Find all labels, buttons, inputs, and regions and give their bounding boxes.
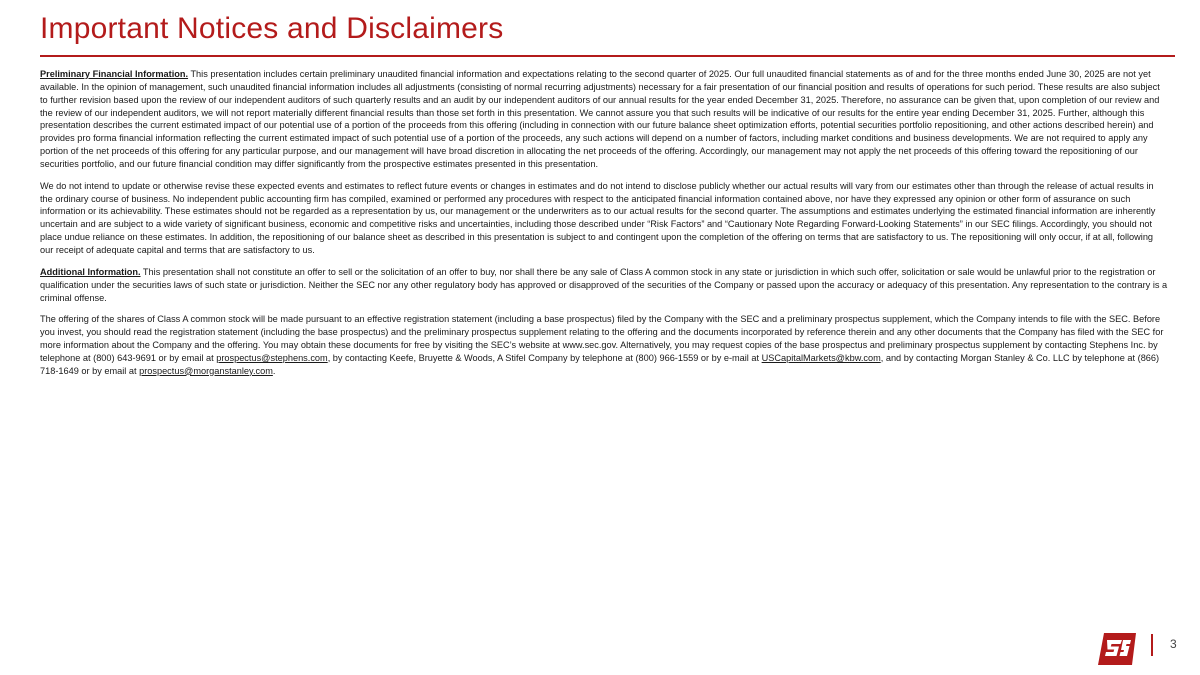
notice-body — [40, 68, 1168, 387]
offering-text-4: . — [272, 365, 276, 376]
company-logo-icon — [1096, 631, 1138, 667]
morgan-stanley-email-link[interactable]: prospectus@morganstanley.com — [139, 365, 273, 376]
additional-information-paragraph — [40, 266, 1168, 305]
estimates-paragraph — [40, 180, 1168, 257]
offering-text-2: , by contacting Keefe, Bruyette & Woods, A Stifel Company by telephone at (800) 966-1559 or by e-mail at — [327, 352, 762, 363]
stephens-email-link[interactable]: prospectus@stephens.com — [216, 352, 328, 363]
page-title: Important Notices and Disclaimers — [40, 12, 504, 45]
preliminary-financial-heading: Preliminary Financial Information. — [40, 69, 189, 79]
offering-paragraph — [40, 313, 1168, 377]
title-divider — [40, 55, 1175, 57]
preliminary-financial-paragraph — [40, 68, 1168, 171]
additional-information-heading: Additional Information. — [40, 266, 141, 277]
offering-text-1: The offering of the shares of Class A common stock will be made pursuant to an effective registration statement (including a base prospectus) filed by the Company with the SEC and a preliminary prospectus supplement, which the Company intends to file with the SEC. Before you invest, you should read the registration statement (including the base prospectus) and the preliminary prospectus supplement relating to the offering and the documents incorporated by reference therein and any other documents that the Company has filed with the SEC for more information about the Company and the offering. You may obtain these documents for free by visiting the SEC’s website at www.sec.gov. Alternatively, you may request copies of the base prospectus and preliminary prospectus supplement by contacting Stephens Inc. by telephone at (800) 643-9691 or by email at — [40, 314, 1164, 363]
footer-divider — [1151, 634, 1153, 656]
preliminary-financial-text: This presentation includes certain preliminary unaudited financial information and expectations relating to the second quarter of 2025. Our full unaudited financial statements as of and for the three months ended June 30, 2025 are not yet available. In the opinion of management, such unaudited financial information includes all adjustments (consisting of normal recurring adjustments) necessary for a fair presentation of our financial position and results of operations for such period. These results are also subject to further revision based upon the review of our independent auditors of such quarterly results and an audit by our independent auditors of our annual results for the year ended December 31, 2025. Therefore, no assurance can be given that, upon completion of our review and the review of our independent auditors, we will not report materially different financial results than those set forth in this presentation. We cannot assure you that such results will be indicative of our results for the entire year ending December 31, 2025. Further, although this presentation describes the current estimated impact of our potential use of a portion of the proceeds from this offering (including in connection with our future balance sheet optimization efforts, potential securities portfolio repositioning, and other actions described herein) and provides pro forma financial information reflecting the current estimated impact of such potential use of a portion of the proceeds, any such actions will depend on a number of factors, including market conditions and business developments. We are not required to apply any portion of the net proceeds of this offering for any particular purpose, and our management will have broad discretion in allocating the net proceeds of the offering. Accordingly, our management may not apply the net proceeds of this offering toward the repositioning of our securities portfolio, and our future financial condition may differ significantly from the prospective estimates presented in this presentation. — [40, 69, 1160, 169]
estimates-text: We do not intend to update or otherwise revise these expected events and estimates to reflect future events or changes in estimates and do not intend to disclose publicly whether our actual results will vary from our estimates other than through the release of actual results in the ordinary course of business. No independent public accounting firm has compiled, examined or performed any procedures with respect to the anticipated financial information contained above, nor have they expressed any opinion or other form of assurance on such information or its achievability. These estimates should not be regarded as a representation by us, our management or the underwriters as to our actual results for the second quarter. The assumptions and estimates underlying the estimated financial information are inherently uncertain and are subject to a wide variety of significant business, economic and competitive risks and uncertainties, including those described under “Risk Factors” and “Cautionary Note Regarding Forward-Looking Statements” in our SEC filings. Accordingly, you should not place undue reliance on these estimates. In addition, the repositioning of our balance sheet as described in this presentation is subject to and contingent upon the completion of the offering on terms that are satisfactory to us. The repositioning will only occur, if at all, following our receipt of adequate capital and terms that are satisfactory to us. — [40, 180, 1156, 255]
offering-text-3: , and by contacting Morgan Stanley & Co. LLC by telephone at (866) 718-1649 or by email at — [40, 352, 1160, 376]
page-number: 3 — [1170, 637, 1177, 651]
kbw-email-link[interactable]: USCapitalMarkets@kbw.com — [761, 352, 881, 363]
additional-information-text: This presentation shall not constitute an offer to sell or the solicitation of an offer to buy, nor shall there be any sale of Class A common stock in any state or jurisdiction in which such offer, solicitation or sale would be unlawful prior to the registration or qualification under the securities laws of such state or jurisdiction. Neither the SEC nor any other regulatory body has approved or disapproved of the securities of the Company or passed upon the accuracy or adequacy of this presentation. Any representation to the contrary is a criminal offense. — [40, 266, 1168, 303]
